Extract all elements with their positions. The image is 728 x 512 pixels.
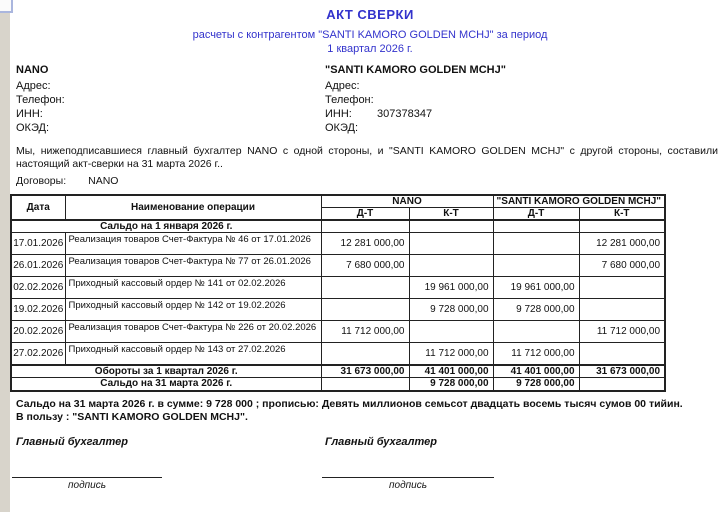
amount-cell: 41 401 000,00 xyxy=(409,365,493,378)
intro-paragraph: Мы, нижеподписавшиеся главный бухгалтер NANO с одной стороны, и "SANTI KAMORO GOLDEN MCHJ" с другой стороны, составили настоящий акт-сверки на 31 марта 2026 г.. xyxy=(16,145,718,170)
amount-cell: 11 712 000,00 xyxy=(409,343,493,365)
table-row xyxy=(11,343,665,365)
col-header-debit: Д-Т xyxy=(493,208,579,221)
document-header xyxy=(16,7,724,56)
inn-label: ИНН: xyxy=(16,108,43,120)
signature-caption-right: подпись xyxy=(389,480,427,491)
amount-cell xyxy=(321,378,409,391)
col-header-date: Дата xyxy=(11,195,65,220)
amount-cell xyxy=(321,220,409,233)
summary-favor-line: В пользу : "SANTI KAMORO GOLDEN MCHJ". xyxy=(16,411,248,423)
oked-label: ОКЭД: xyxy=(325,122,359,134)
col-header-operation: Наименование операции xyxy=(65,195,321,220)
reconciliation-table xyxy=(10,194,666,392)
amount-cell xyxy=(493,233,579,255)
contracts-label: Договоры: xyxy=(16,175,67,187)
amount-cell: 41 401 000,00 xyxy=(493,365,579,378)
date-cell: 27.02.2026 xyxy=(11,343,65,365)
table-row xyxy=(11,233,665,255)
operation-cell: Реализация товаров Счет-Фактура № 77 от 26.01.2026 xyxy=(65,255,321,277)
amount-cell: 11 712 000,00 xyxy=(579,321,665,343)
operation-cell: Приходный кассовый ордер № 143 от 27.02.2026 xyxy=(65,343,321,365)
page-left-edge xyxy=(0,0,10,512)
amount-cell xyxy=(321,277,409,299)
date-cell: 20.02.2026 xyxy=(11,321,65,343)
amount-cell xyxy=(493,220,579,233)
phone-label: Телефон: xyxy=(16,94,65,106)
amount-cell: 9 728 000,00 xyxy=(493,378,579,391)
amount-cell: 11 712 000,00 xyxy=(493,343,579,365)
amount-cell xyxy=(493,255,579,277)
amount-cell xyxy=(579,378,665,391)
group-header-counterparty: "SANTI KAMORO GOLDEN MCHJ" xyxy=(493,195,665,208)
turnover-label: Обороты за 1 квартал 2026 г. xyxy=(11,365,321,378)
opening-balance-row xyxy=(11,220,665,233)
document-title: АКТ СВЕРКИ xyxy=(326,7,414,22)
signature-title-left: Главный бухгалтер xyxy=(16,436,128,448)
date-cell: 17.01.2026 xyxy=(11,233,65,255)
amount-cell xyxy=(493,321,579,343)
inn-value: 307378347 xyxy=(377,108,433,120)
operation-cell: Реализация товаров Счет-Фактура № 46 от 17.01.2026 xyxy=(65,233,321,255)
amount-cell xyxy=(579,299,665,321)
address-label: Адрес: xyxy=(325,80,360,92)
party-left-name: NANO xyxy=(16,64,49,76)
amount-cell xyxy=(409,233,493,255)
oked-label: ОКЭД: xyxy=(16,122,50,134)
amount-cell xyxy=(579,343,665,365)
date-cell: 19.02.2026 xyxy=(11,299,65,321)
signature-title-right: Главный бухгалтер xyxy=(325,436,437,448)
table-header xyxy=(11,195,665,220)
date-cell: 26.01.2026 xyxy=(11,255,65,277)
group-header-nano: NANO xyxy=(321,195,493,208)
col-header-debit: Д-Т xyxy=(321,208,409,221)
amount-cell: 9 728 000,00 xyxy=(409,299,493,321)
amount-cell: 19 961 000,00 xyxy=(493,277,579,299)
amount-cell: 7 680 000,00 xyxy=(579,255,665,277)
amount-cell xyxy=(409,255,493,277)
summary-section xyxy=(16,398,718,424)
scroll-corner xyxy=(0,0,13,13)
amount-cell: 12 281 000,00 xyxy=(579,233,665,255)
closing-balance-row xyxy=(11,378,665,391)
address-label: Адрес: xyxy=(16,80,51,92)
amount-cell: 19 961 000,00 xyxy=(409,277,493,299)
document-subtitle: расчеты с контрагентом "SANTI KAMORO GOLDEN MCHJ" за период xyxy=(192,29,548,41)
amount-cell xyxy=(409,220,493,233)
date-cell: 02.02.2026 xyxy=(11,277,65,299)
signature-line-left xyxy=(12,477,162,478)
turnover-row xyxy=(11,365,665,378)
party-right xyxy=(325,64,506,135)
table-row xyxy=(11,299,665,321)
amount-cell: 31 673 000,00 xyxy=(321,365,409,378)
amount-cell xyxy=(579,220,665,233)
operation-cell: Приходный кассовый ордер № 142 от 19.02.2026 xyxy=(65,299,321,321)
signature-line-right xyxy=(322,477,494,478)
contracts-value: NANO xyxy=(88,175,119,187)
closing-balance-label: Сальдо на 31 марта 2026 г. xyxy=(11,378,321,391)
table-row xyxy=(11,277,665,299)
operation-cell: Реализация товаров Счет-Фактура № 226 от 20.02.2026 xyxy=(65,321,321,343)
summary-amount-line: Сальдо на 31 марта 2026 г. в сумме: 9 728 000 ; прописью: Девять миллионов семьсот двадцать восемь тысяч сумов 00 тийин. xyxy=(16,398,683,410)
phone-label: Телефон: xyxy=(325,94,374,106)
amount-cell xyxy=(321,343,409,365)
amount-cell xyxy=(579,277,665,299)
amount-cell: 31 673 000,00 xyxy=(579,365,665,378)
amount-cell: 11 712 000,00 xyxy=(321,321,409,343)
amount-cell: 9 728 000,00 xyxy=(409,378,493,391)
inn-label: ИНН: xyxy=(325,108,352,120)
amount-cell xyxy=(321,299,409,321)
amount-cell: 9 728 000,00 xyxy=(493,299,579,321)
opening-balance-label: Сальдо на 1 января 2026 г. xyxy=(11,220,321,233)
party-left xyxy=(16,64,68,135)
amount-cell: 12 281 000,00 xyxy=(321,233,409,255)
amount-cell xyxy=(409,321,493,343)
table-row xyxy=(11,255,665,277)
signature-caption-left: подпись xyxy=(68,480,106,491)
operation-cell: Приходный кассовый ордер № 141 от 02.02.2026 xyxy=(65,277,321,299)
contracts-line xyxy=(16,175,118,187)
col-header-credit: К-Т xyxy=(409,208,493,221)
party-right-name: "SANTI KAMORO GOLDEN MCHJ" xyxy=(325,64,506,76)
table-row xyxy=(11,321,665,343)
amount-cell: 7 680 000,00 xyxy=(321,255,409,277)
col-header-credit: К-Т xyxy=(579,208,665,221)
document-period: 1 квартал 2026 г. xyxy=(327,43,413,55)
